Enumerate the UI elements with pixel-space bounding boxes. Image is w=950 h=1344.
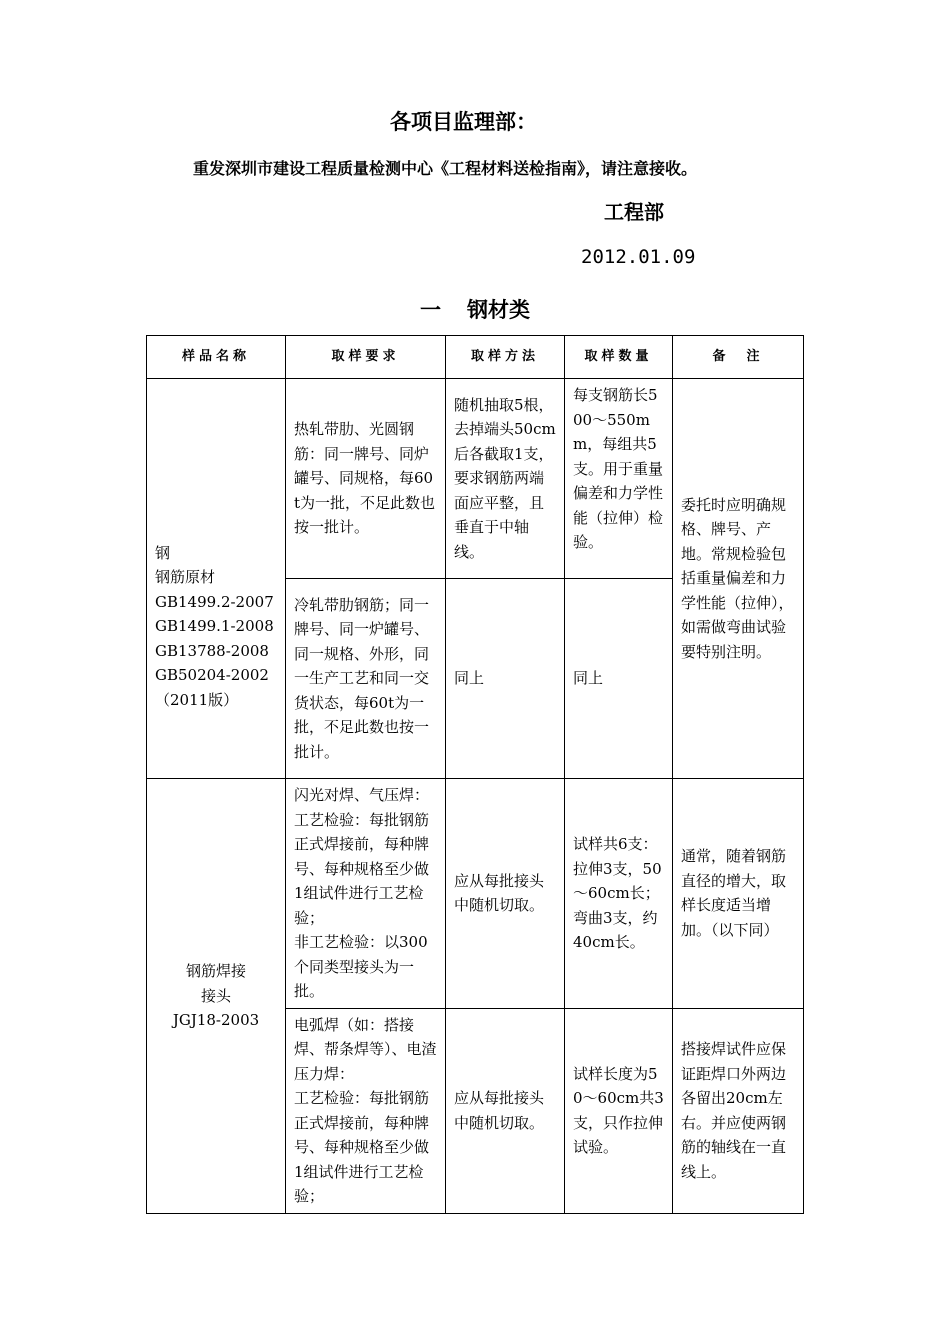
requirement-cell: 电弧焊（如：搭接焊、帮条焊等）、电渣压力焊： 工艺检验：每批钢筋正式焊接前，每种牌号、每种规格至少做1组试件进行工艺检验； <box>286 1008 446 1213</box>
quantity-cell: 试样共6支： 拉伸3支，50～60cm长； 弯曲3支，约40cm长。 <box>565 779 673 1009</box>
table-header-row <box>147 336 804 379</box>
method-cell: 应从每批接头中随机切取。 <box>446 779 565 1009</box>
section-title: 钢材类 <box>467 297 530 322</box>
table-row <box>147 779 804 1009</box>
quantity-cell: 试样长度为50～60cm共3支，只作拉伸试验。 <box>565 1008 673 1213</box>
section-number: 一 <box>420 297 441 322</box>
method-cell: 应从每批接头中随机切取。 <box>446 1008 565 1213</box>
note-cell: 通常，随着钢筋直径的增大，取样长度适当增加。（以下同） <box>673 779 804 1009</box>
issuing-department: 工程部 <box>604 200 664 224</box>
method-cell: 同上 <box>446 579 565 779</box>
sampling-guide-table <box>146 335 804 1214</box>
requirement-cell: 闪光对焊、气压焊： 工艺检验：每批钢筋正式焊接前，每种牌号、每种规格至少做1组试件进行工艺检验； 非工艺检验：以300个同类型接头为一批。 <box>286 779 446 1009</box>
column-header-sample-name: 样品名称 <box>147 336 286 379</box>
note-cell: 搭接焊试件应保证距焊口外两边各留出20cm左右。并应使两钢筋的轴线在一直线上。 <box>673 1008 804 1213</box>
table-row <box>147 379 804 579</box>
column-header-note: 备 注 <box>673 336 804 379</box>
notice-title: 各项目监理部： <box>390 109 537 134</box>
column-header-method: 取样方法 <box>446 336 565 379</box>
column-header-requirement: 取样要求 <box>286 336 446 379</box>
issue-date: 2012.01.09 <box>581 246 696 268</box>
notice-body: 重发深圳市建设工程质量检测中心《工程材料送检指南》，请注意接收。 <box>193 159 698 178</box>
quantity-cell: 同上 <box>565 579 673 779</box>
note-cell: 委托时应明确规格、牌号、产地。常规检验包括重量偏差和力学性能（拉伸），如需做弯曲试验要特别注明。 <box>673 379 804 779</box>
sample-name-cell: 钢筋焊接 接头 JGJ18-2003 <box>147 779 286 1214</box>
sample-name-cell: 钢 钢筋原材 GB1499.2-2007 GB1499.1-2008 GB13788-2008 GB50204-2002 （2011版） <box>147 379 286 779</box>
column-header-quantity: 取样数量 <box>565 336 673 379</box>
section-heading <box>420 294 530 324</box>
requirement-cell: 冷轧带肋钢筋；同一牌号、同一炉罐号、同一规格、外形，同一生产工艺和同一交货状态，每60t为一批，不足此数也按一批计。 <box>286 579 446 779</box>
method-cell: 随机抽取5根，去掉端头50cm后各截取1支，要求钢筋两端面应平整，且垂直于中轴线。 <box>446 379 565 579</box>
quantity-cell: 每支钢筋长500～550mm，每组共5支。用于重量偏差和力学性能（拉伸）检验。 <box>565 379 673 579</box>
requirement-cell: 热轧带肋、光圆钢筋：同一牌号、同炉罐号、同规格，每60t为一批，不足此数也按一批计。 <box>286 379 446 579</box>
